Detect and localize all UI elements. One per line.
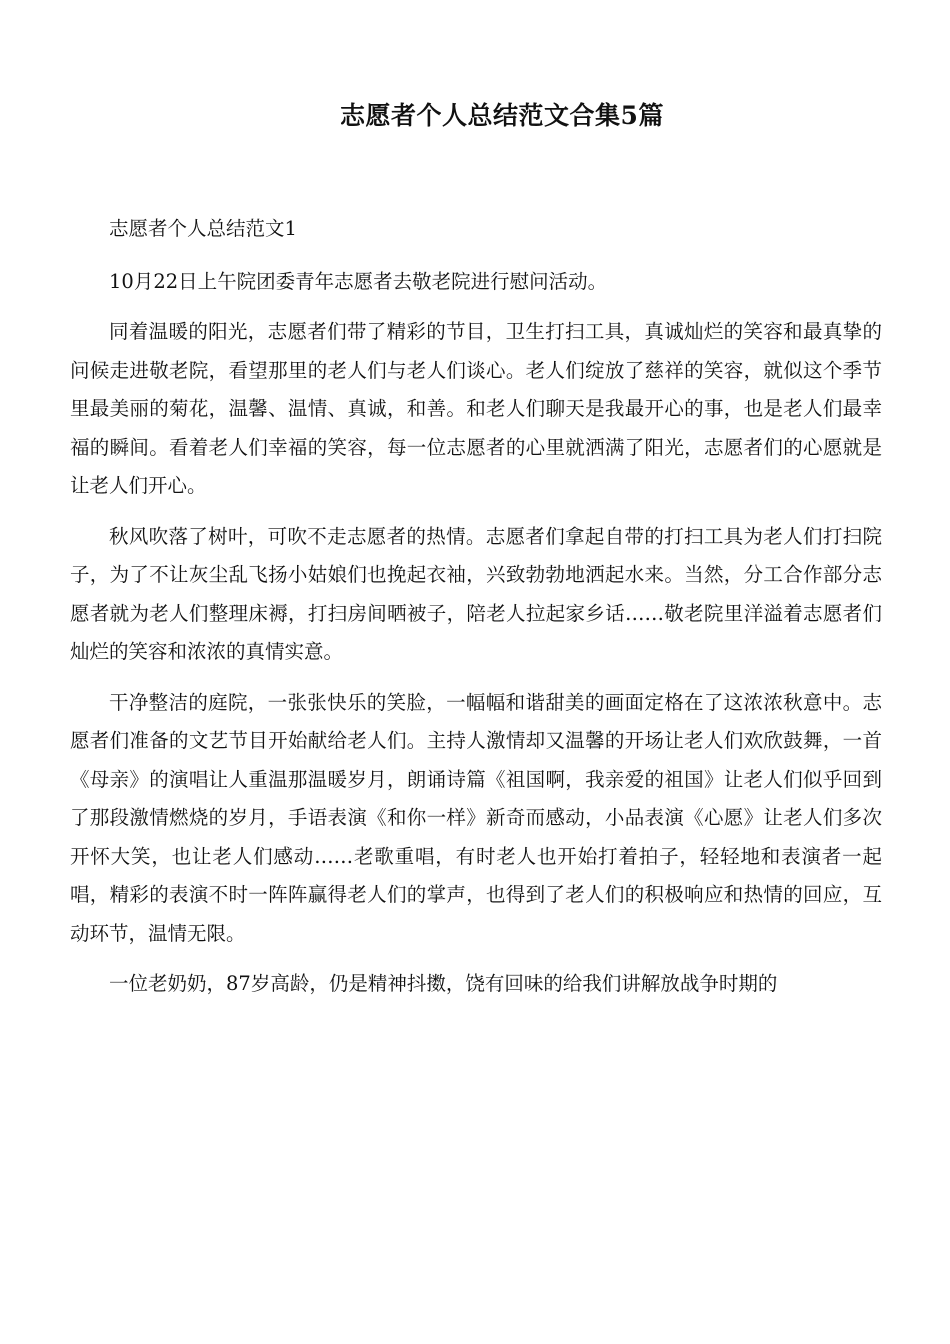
paragraph-2: 同着温暖的阳光，志愿者们带了精彩的节目，卫生打扫工具，真诚灿烂的笑容和最真挚的问候走进敬老院，看望那里的老人们与老人们谈心。老人们绽放了慈祥的笑容，就似这个季节里最美丽的菊花，温馨、温情、真诚，和善。和老人们聊天是我最开心的事，也是老人们最幸福的瞬间。看着老人们幸福的笑容，每一位志愿者的心里就洒满了阳光，志愿者们的心愿就是让老人们开心。 [70, 320, 882, 497]
paragraph-1: 10月22日上午院团委青年志愿者去敬老院进行慰问活动。 [109, 269, 608, 293]
paragraph-5: 一位老奶奶，87岁高龄，仍是精神抖擞，饶有回味的给我们讲解放战争时期的 [109, 972, 778, 995]
document-title: 志愿者个人总结范文合集5篇 [340, 101, 664, 130]
paragraph-3: 秋风吹落了树叶，可吹不走志愿者的热情。志愿者们拿起自带的打扫工具为老人们打扫院子，为了不让灰尘乱飞扬小姑娘们也挽起衣袖，兴致勃勃地洒起水来。当然，分工合作部分志愿者就为老人们整理床褥，打扫房间晒被子，陪老人拉起家乡话……敬老院里洋溢着志愿者们灿烂的笑容和浓浓的真情实意。 [70, 524, 882, 663]
document-body [70, 210, 882, 1016]
section-heading: 志愿者个人总结范文1 [109, 217, 297, 240]
paragraph-4: 干净整洁的庭院，一张张快乐的笑脸，一幅幅和谐甜美的画面定格在了这浓浓秋意中。志愿者们准备的文艺节目开始献给老人们。主持人激情却又温馨的开场让老人们欢欣鼓舞，一首《母亲》的演唱让人重温那温暖岁月，朗诵诗篇《祖国啊，我亲爱的祖国》让老人们似乎回到了那段激情燃烧的岁月，手语表演《和你一样》新奇而感动，小品表演《心愿》让老人们多次开怀大笑，也让老人们感动……老歌重唱，有时老人也开始打着拍子，轻轻地和表演者一起唱，精彩的表演不时一阵阵赢得老人们的掌声，也得到了老人们的积极响应和热情的回应，互动环节，温情无限。 [70, 690, 882, 945]
